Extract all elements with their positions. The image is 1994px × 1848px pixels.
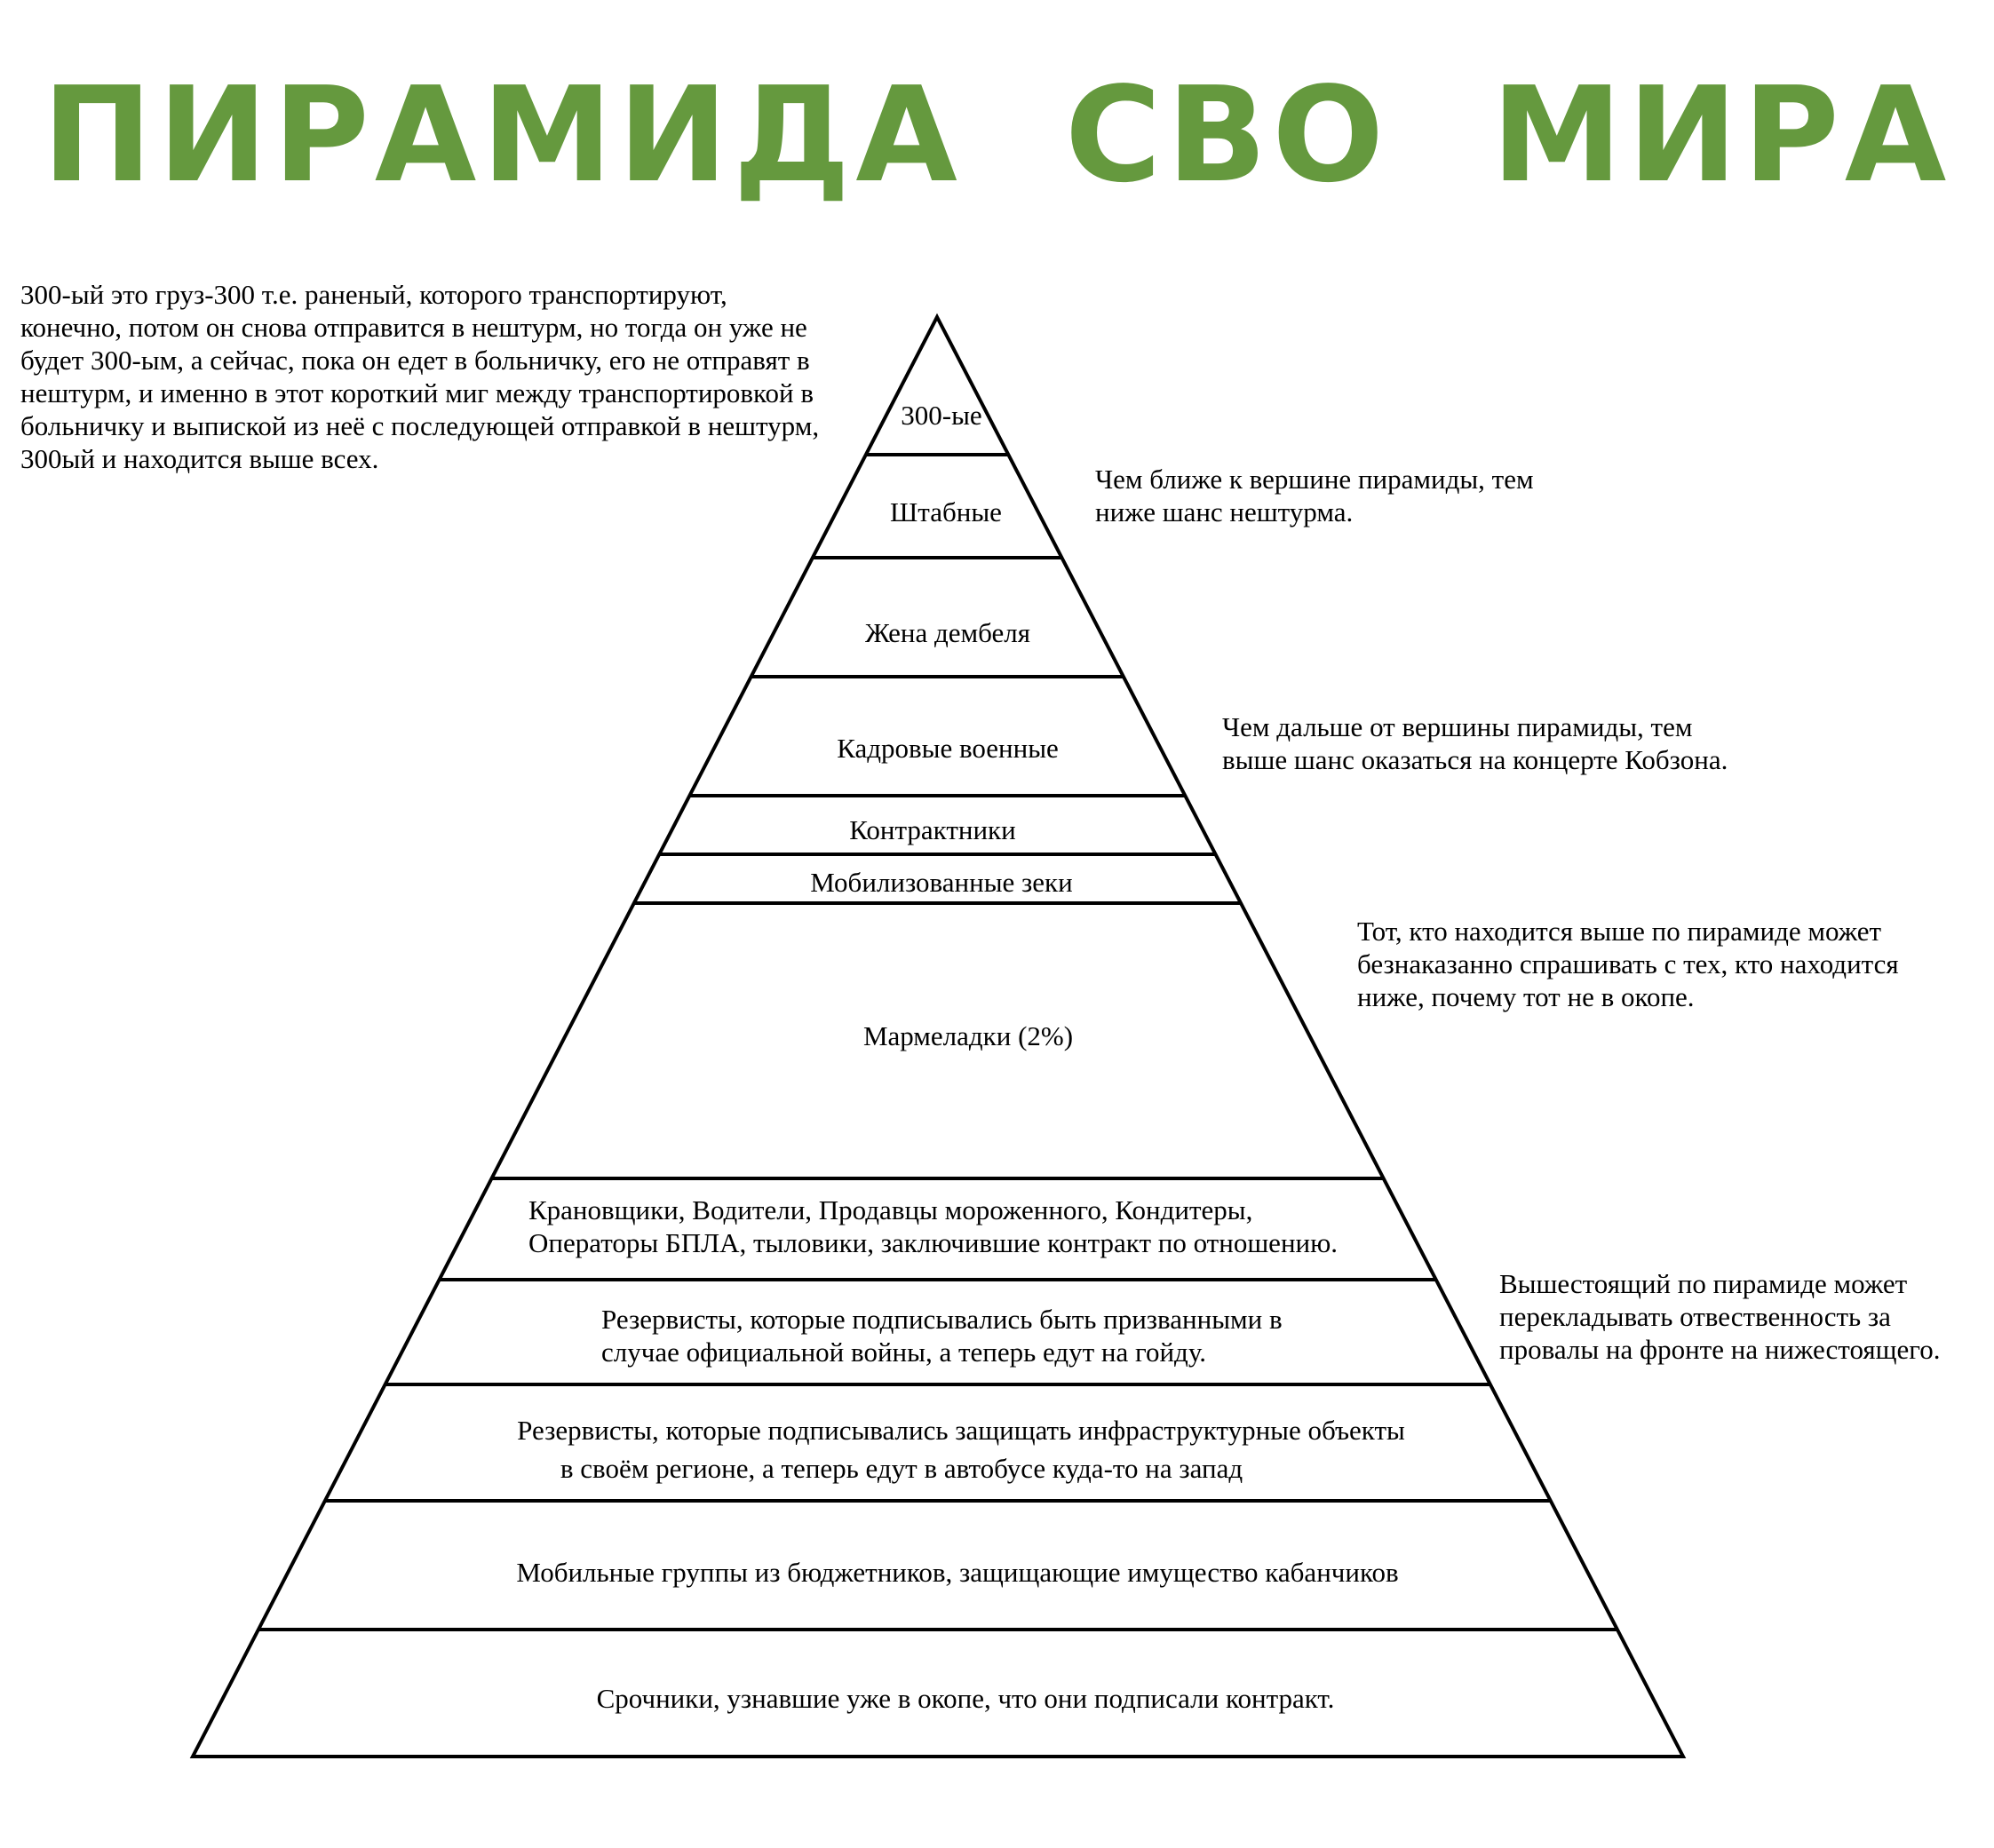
tier-label: Крановщики, Водители, Продавцы мороженного, Кондитеры, [528, 1194, 1253, 1225]
tier-label: Контрактники [849, 814, 1016, 845]
note-line: Чем ближе к вершине пирамиды, тем [1095, 464, 1534, 495]
tier-labels [516, 400, 1405, 1714]
note-farther-from-top [1222, 710, 1728, 776]
tier-label: Мармеладки (2%) [862, 1020, 1074, 1051]
tier-label: Операторы БПЛА, тыловики, заключившие контракт по отношению. [528, 1227, 1339, 1258]
note-line: нештурм, и именно в этот короткий миг между транспортировкой в [20, 377, 814, 408]
tier-label: Резервисты, которые подписывались быть призванными в [601, 1304, 1283, 1335]
note-line: провалы на фронте на нижестоящего. [1499, 1334, 1941, 1365]
note-line: больничку и выпиской из неё с последующей отправкой в нештурм, [20, 410, 820, 441]
note-line: перекладывать отвественность за [1499, 1301, 1891, 1332]
tier-label: Резервисты, которые подписывались защищать инфраструктурные объекты [517, 1415, 1405, 1446]
note-top-left [20, 278, 819, 475]
note-line: будет 300-ым, а сейчас, пока он едет в больничку, его не отправят в [20, 345, 810, 376]
note-line: 300ый и находится выше всех. [20, 443, 379, 474]
note-shift-responsibility [1499, 1267, 1940, 1366]
tier-label: в своём регионе, а теперь едут в автобусе куда-то на запад [560, 1453, 1243, 1484]
note-ask-lower [1357, 915, 1899, 1013]
tier-label: Срочники, узнавшие уже в окопе, что они подписали контракт. [596, 1683, 1335, 1714]
note-line: ниже, почему тот не в окопе. [1357, 981, 1695, 1012]
note-line: Чем дальше от вершины пирамиды, тем [1222, 711, 1693, 742]
note-line: выше шанс оказаться на концерте Кобзона. [1222, 744, 1728, 775]
note-line: конечно, потом он снова отправится в нештурм, но тогда он уже не [20, 312, 807, 343]
tier-label: Штабные [890, 496, 1002, 527]
note-line: Тот, кто находится выше по пирамиде может [1357, 916, 1882, 947]
tier-label: Кадровые военные [837, 733, 1059, 764]
note-closer-to-top [1095, 463, 1534, 528]
note-line: 300-ый это груз-300 т.е. раненый, которого транспортируют, [20, 279, 727, 310]
page-title: ПИРАМИДА СВО МИРА [42, 59, 1952, 211]
tier-label: случае официальной войны, а теперь едут на гойду. [601, 1336, 1206, 1368]
note-line: безнаказанно спрашивать с тех, кто находится [1357, 948, 1899, 980]
tier-label: Мобилизованные зеки [810, 867, 1073, 898]
tier-label: 300-ые [901, 400, 982, 431]
tier-label: Жена дембеля [864, 617, 1031, 648]
note-line: Вышестоящий по пирамиде может [1499, 1268, 1908, 1299]
note-line: ниже шанс нештурма. [1095, 496, 1354, 527]
tier-label: Мобильные группы из бюджетников, защищающие имущество кабанчиков [516, 1557, 1399, 1588]
